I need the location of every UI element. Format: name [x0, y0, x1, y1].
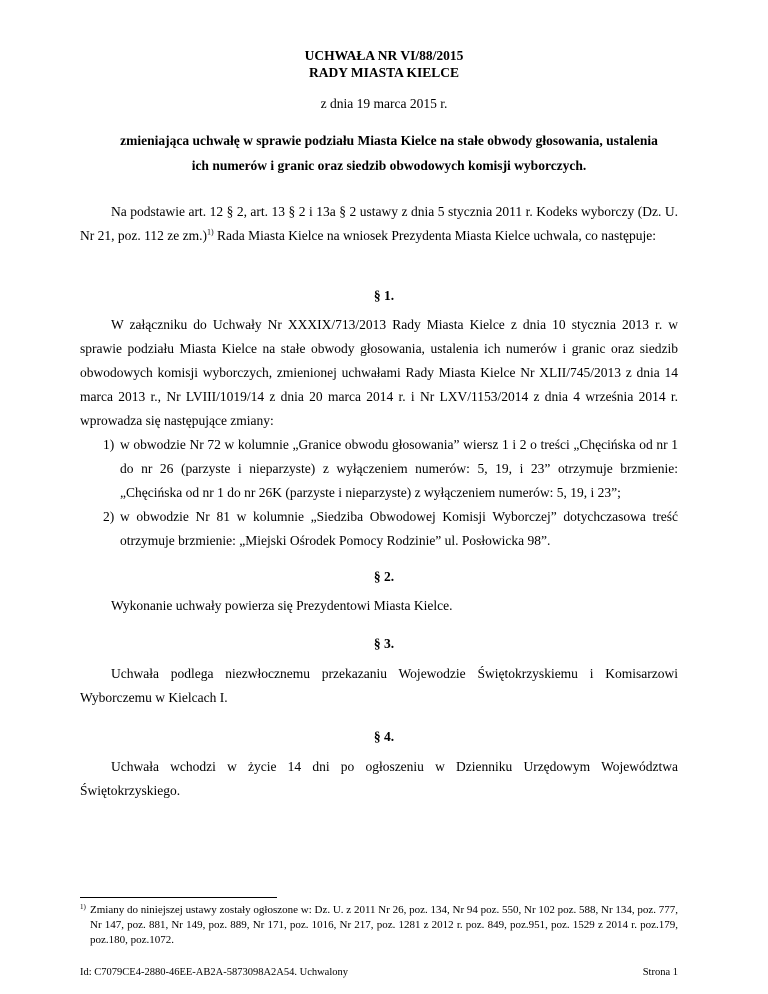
document-title [0, 47, 768, 81]
preamble-text-continued: Rada Miasta Kielce na wniosek Prezydenta Miasta Kielce uchwala, co następuje: [213, 228, 656, 243]
section-1-paragraph: W załączniku do Uchwały Nr XXXIX/713/2013 Rady Miasta Kielce z dnia 10 stycznia 2013 r. w sprawie podziału Miasta Kielce na stałe obwody głosowania, ustalenia ich numerów i granic oraz siedzib obwodowych komisji wyborczych, zmienionej uchwałami Rady Miasta Kielce Nr XLII/745/2013 z dnia 14 marca 2013 r., Nr LVIII/1019/14 z dnia 20 marca 2014 r. i Nr LXV/1153/2014 z dnia 4 września 2014 r. wprowadza się następujące zmiany: [80, 317, 678, 428]
footnote [80, 903, 678, 948]
subject-line-2: ich numerów i granic oraz siedzib obwodowych komisji wyborczych. [191, 158, 587, 173]
subject-line-1: zmieniająca uchwałę w sprawie podziału Miasta Kielce na stałe obwody głosowania, ustalenia [120, 133, 658, 148]
preamble-text: Na podstawie art. 12 § 2, art. 13 § 2 i 13a § 2 ustawy z dnia 5 stycznia 2011 r. Kodeks wyborczy (Dz. U. Nr 21, poz. 112 ze zm.) [80, 204, 678, 243]
list-item [80, 505, 678, 553]
section-3-paragraph: Uchwała podlega niezwłocznemu przekazaniu Wojewodzie Świętokrzyskiemu i Komisarzowi Wyborczemu w Kielcach I. [80, 666, 678, 705]
list-item [80, 433, 678, 505]
list-item-text: w obwodzie Nr 72 w kolumnie „Granice obwodu głosowania” wiersz 1 i 2 o treści „Chęcińska od nr 1 do nr 26 (parzyste i nieparzyste) z wyłączeniem numerów: 5, 19, i 23” otrzymuje brzmienie: „Chęcińska od nr 1 do nr 26K (parzyste i nieparzyste) z wyłączeniem numerów: 5, 19, i 23”; [120, 437, 678, 500]
footnote-divider [80, 897, 277, 898]
document-subject [90, 128, 688, 178]
list-item-number: 2) [103, 509, 115, 524]
section-4-paragraph: Uchwała wchodzi w życie 14 dni po ogłoszeniu w Dzienniku Urzędowym Województwa Świętokrzyskiego. [80, 759, 678, 798]
footnote-text: Zmiany do niniejszej ustawy zostały ogłoszone w: Dz. U. z 2011 Nr 26, poz. 134, Nr 94 poz. 550, Nr 102 poz. 588, Nr 134, poz. 777, Nr 147, poz. 881, Nr 149, poz. 889, Nr 171, poz. 1016, Nr 217, poz. 1281 z 2012 r. poz. 849, poz.951, poz. 1529 z 2014 r. poz.179, poz.180, poz.1072. [90, 904, 678, 946]
footnote-mark: 1) [80, 903, 86, 911]
page-number: Strona 1 [642, 967, 678, 978]
list-item-text: w obwodzie Nr 81 w kolumnie „Siedziba Obwodowej Komisji Wyborczej” dotychczasowa treść otrzymuje brzmienie: „Miejski Ośrodek Pomocy Rodzinie” ul. Posłowicka 98”. [120, 509, 678, 548]
section-heading-3: § 3. [373, 636, 395, 651]
section-2-paragraph: Wykonanie uchwały powierza się Prezydentowi Miasta Kielce. [111, 598, 453, 613]
document-id-footer: Id: C7079CE4-2880-46EE-AB2A-5873098A2A54. Uchwalony [80, 967, 349, 978]
title-line-council: RADY MIASTA KIELCE [308, 65, 460, 80]
title-line-resolution: UCHWAŁA NR VI/88/2015 [304, 48, 464, 63]
footnote-reference: 1) [206, 227, 214, 237]
list-item-number: 1) [103, 437, 115, 452]
preamble-paragraph [80, 200, 678, 248]
section-heading-1: § 1. [373, 288, 395, 303]
section-heading-2: § 2. [373, 569, 395, 584]
document-date: z dnia 19 marca 2015 r. [320, 96, 448, 111]
section-heading-4: § 4. [373, 729, 395, 744]
